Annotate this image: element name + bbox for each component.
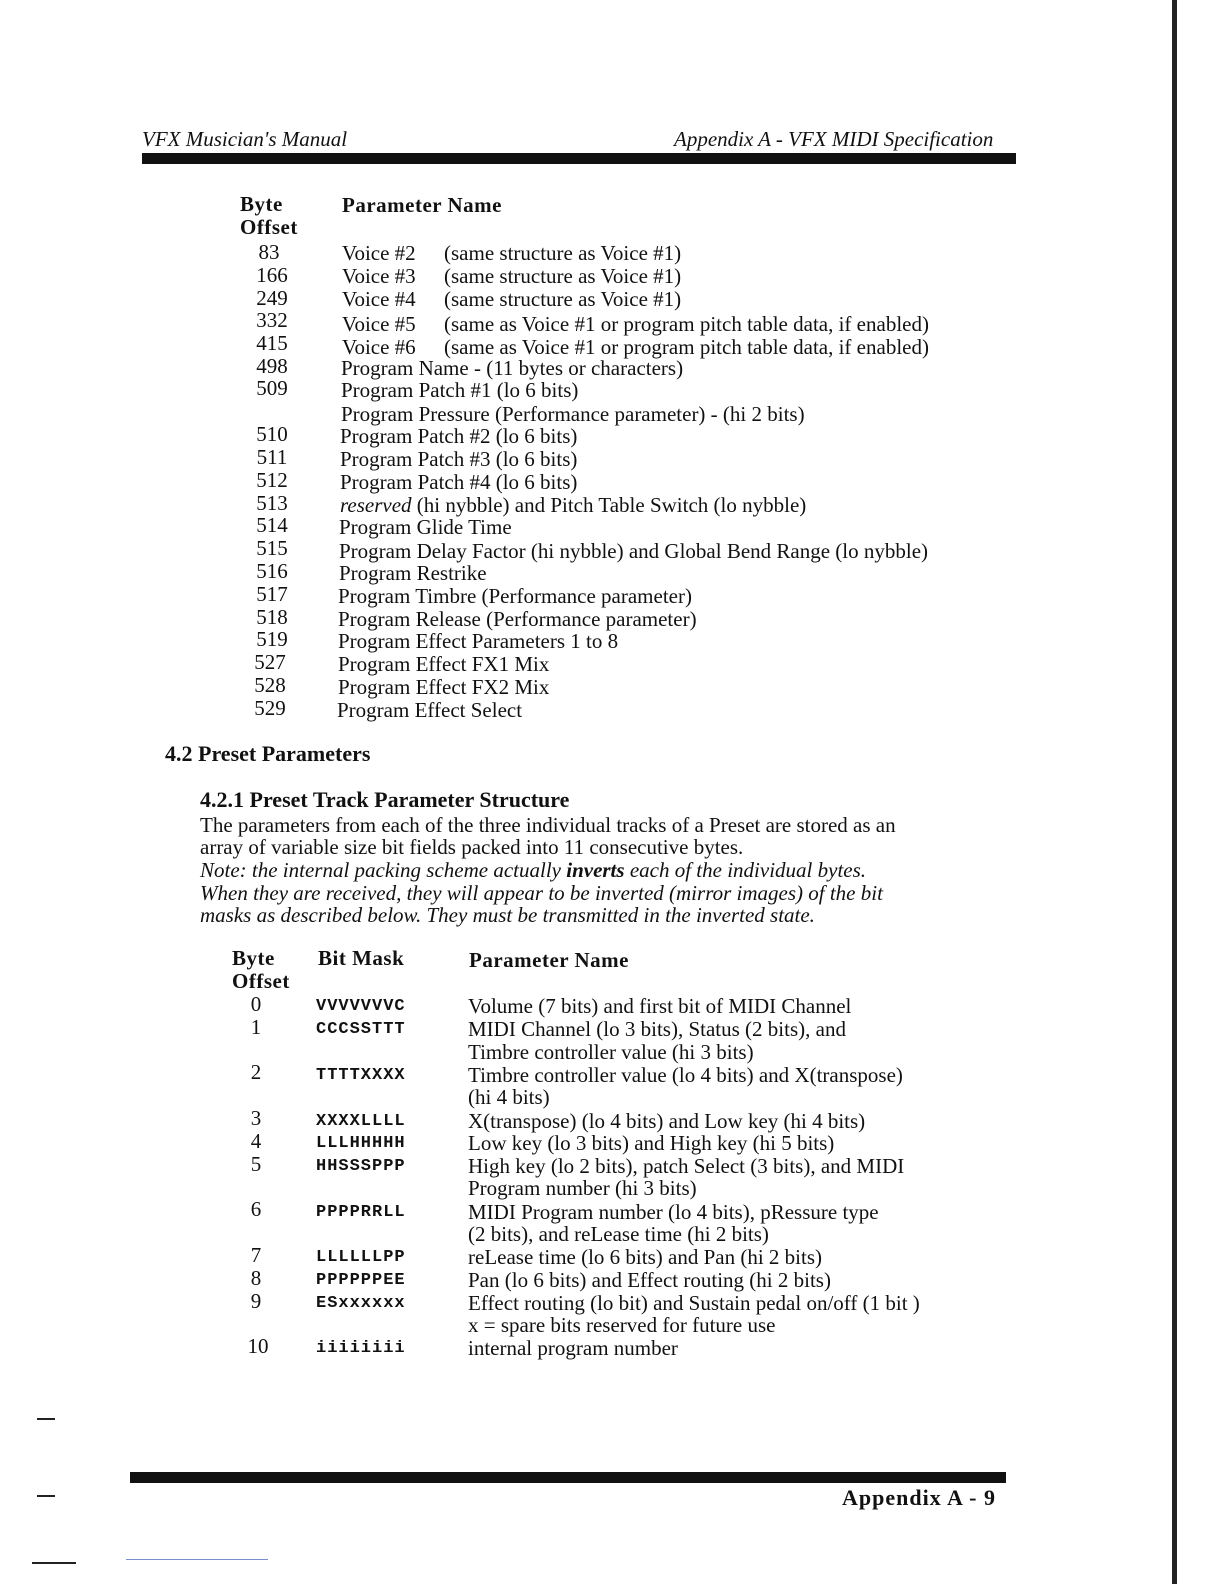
running-header-left: VFX Musician's Manual [142, 127, 348, 151]
table1-row-name: Program Pressure (Performance parameter) - (hi 2 bits) [341, 402, 805, 426]
note-line: masks as described below. They must be transmitted in the inverted state. [200, 903, 815, 927]
table1-row-name: Program Effect Parameters 1 to 8 [338, 629, 619, 653]
table1-row [342, 336, 929, 358]
voice-label: Voice #4 [342, 287, 416, 311]
table2-name-line: High key (lo 2 bits), patch Select (3 bits), and MIDI [468, 1154, 905, 1178]
table1-offset: 512 [256, 468, 288, 492]
note-emphasis: inverts [566, 858, 625, 882]
reserved-label: reserved [340, 493, 412, 517]
voice-desc: (same as Voice #1 or program pitch table data, if enabled) [444, 312, 929, 336]
voice-label: Voice #3 [342, 264, 416, 288]
bit-mask: TTTTXXXX [316, 1066, 406, 1085]
table1-row-name: Program Release (Performance parameter) [338, 607, 697, 631]
running-header-right: Appendix A - VFX MIDI Specification [674, 127, 994, 151]
table1-offset: 415 [256, 331, 288, 355]
table1-offset: 519 [256, 627, 288, 651]
intro-line: The parameters from each of the three individual tracks of a Preset are stored as an [200, 813, 896, 837]
table2-offset: 7 [250, 1243, 262, 1267]
table2-name-line: X(transpose) (lo 4 bits) and Low key (hi 4 bits) [468, 1109, 866, 1133]
table2-name-line: MIDI Program number (lo 4 bits), pRessure type [468, 1200, 879, 1224]
row-rest: (hi nybble) and Pitch Table Switch (lo nybble) [411, 493, 807, 517]
table2-col-offset: Offset [232, 969, 290, 993]
table2-name-line: reLease time (lo 6 bits) and Pan (hi 2 bits) [468, 1245, 822, 1269]
table2-name-line: Effect routing (lo bit) and Sustain pedal on/off (1 bit ) [468, 1291, 920, 1315]
table1-offset: 498 [256, 354, 288, 378]
voice-label: Voice #6 [342, 335, 416, 359]
table2-name-line: internal program number [468, 1336, 678, 1360]
voice-desc: (same as Voice #1 or program pitch table data, if enabled) [444, 335, 929, 359]
table2-name-line: Timbre controller value (lo 4 bits) and X(transpose) [468, 1063, 903, 1087]
table2-offset: 6 [250, 1197, 262, 1221]
table1-row-name: Program Effect Select [337, 698, 523, 722]
table2-col-mask: Bit Mask [318, 946, 405, 970]
table1-col-name: Parameter Name [342, 193, 502, 217]
table2-name-line: (hi 4 bits) [468, 1085, 550, 1109]
bit-mask: VVVVVVVC [316, 997, 406, 1016]
table1-offset: 528 [254, 673, 286, 697]
page-footer: Appendix A - 9 [842, 1485, 996, 1510]
table1-offset: 516 [256, 559, 288, 583]
table2-name-line: Program number (hi 3 bits) [468, 1176, 697, 1200]
table1-row-name: Program Patch #3 (lo 6 bits) [340, 447, 578, 471]
table1-row-name: Program Effect FX1 Mix [338, 652, 550, 676]
table1-offset: 511 [256, 445, 288, 469]
table2-name-line: MIDI Channel (lo 3 bits), Status (2 bits), and [468, 1017, 846, 1041]
table2-name-line: x = spare bits reserved for future use [468, 1313, 776, 1337]
table2-offset: 4 [250, 1129, 262, 1153]
voice-desc: (same structure as Voice #1) [444, 287, 682, 311]
table1-row-name: Program Glide Time [339, 515, 512, 539]
table1-row [342, 313, 929, 335]
table1-row-name: Program Timbre (Performance parameter) [338, 584, 692, 608]
bit-mask: HHSSSPPP [316, 1157, 406, 1176]
note-text: each of the individual bytes. [624, 858, 867, 882]
margin-mark [37, 1495, 55, 1497]
table1-row [342, 265, 681, 287]
intro-line: array of variable size bit fields packed into 11 consecutive bytes. [200, 835, 744, 859]
footer-rule [130, 1472, 1006, 1483]
table2-name-line: Timbre controller value (hi 3 bits) [468, 1040, 754, 1064]
bit-mask: XXXXLLLL [316, 1112, 406, 1131]
section-heading-4-2: 4.2 Preset Parameters [165, 741, 371, 766]
table1-offset: 332 [256, 308, 288, 332]
bit-mask: PPPPRRLL [316, 1203, 406, 1222]
bit-mask: PPPPPPEE [316, 1271, 406, 1290]
table1-col-offset: Offset [240, 215, 298, 239]
table2-col-name: Parameter Name [469, 948, 629, 972]
table2-name-line: Low key (lo 3 bits) and High key (hi 5 bits) [468, 1131, 835, 1155]
table1-offset: 166 [256, 263, 288, 287]
table1-offset: 514 [256, 513, 288, 537]
table2-offset: 9 [250, 1289, 262, 1313]
bit-mask: ESxxxxxx [316, 1294, 406, 1313]
table1-row-name: Program Patch #1 (lo 6 bits) [341, 378, 579, 402]
table2-name-line: (2 bits), and reLease time (hi 2 bits) [468, 1222, 769, 1246]
table2-offset: 8 [250, 1266, 262, 1290]
table2-offset: 5 [250, 1152, 262, 1176]
section-heading-4-2-1: 4.2.1 Preset Track Parameter Structure [200, 787, 570, 812]
voice-label: Voice #5 [342, 312, 416, 336]
table1-row-name: Program Delay Factor (hi nybble) and Global Bend Range (lo nybble) [339, 539, 929, 563]
table2-offset: 0 [250, 992, 262, 1016]
table2-offset: 10 [247, 1334, 269, 1358]
table1-offset: 515 [256, 536, 288, 560]
table2-name-line: Pan (lo 6 bits) and Effect routing (hi 2 bits) [468, 1268, 831, 1292]
table1-offset: 509 [256, 376, 288, 400]
note-line [200, 859, 866, 881]
table1-row [340, 494, 806, 516]
note-text: Note: the internal packing scheme actually [200, 858, 567, 882]
table1-row [342, 288, 681, 310]
table1-offset: 518 [256, 605, 288, 629]
page-edge-line [1172, 0, 1177, 1584]
table1-row-name: Program Restrike [339, 561, 487, 585]
table1-offset: 513 [256, 491, 288, 515]
note-line: When they are received, they will appear to be inverted (mirror images) of the bit [200, 881, 883, 905]
header-rule [142, 153, 1016, 164]
bit-mask: LLLLLLPP [316, 1248, 406, 1267]
table2-name-line: Volume (7 bits) and first bit of MIDI Channel [468, 994, 852, 1018]
table1-offset: 249 [256, 286, 288, 310]
table1-row-name: Program Patch #2 (lo 6 bits) [340, 424, 578, 448]
table2-offset: 1 [250, 1015, 262, 1039]
voice-desc: (same structure as Voice #1) [444, 264, 682, 288]
bit-mask: CCCSSTTT [316, 1020, 406, 1039]
bit-mask: LLLHHHHH [316, 1134, 406, 1153]
table1-row [342, 242, 681, 264]
margin-mark [32, 1562, 76, 1564]
table1-col-byte: Byte [240, 192, 283, 216]
table1-offset: 517 [256, 582, 288, 606]
bit-mask: iiiiiiii [316, 1339, 406, 1358]
table1-offset: 527 [254, 650, 286, 674]
table1-row-name: Program Effect FX2 Mix [338, 675, 550, 699]
margin-mark [37, 1418, 55, 1420]
table1-offset: 510 [256, 422, 288, 446]
table2-offset: 3 [250, 1106, 262, 1130]
voice-desc: (same structure as Voice #1) [444, 241, 682, 265]
table2-col-byte: Byte [232, 946, 275, 970]
table1-row-name: Program Patch #4 (lo 6 bits) [340, 470, 578, 494]
table1-offset: 529 [254, 696, 286, 720]
voice-label: Voice #2 [342, 241, 416, 265]
table1-row-name: Program Name - (11 bytes or characters) [341, 356, 684, 380]
table2-offset: 2 [250, 1060, 262, 1084]
table1-offset: 83 [258, 240, 280, 264]
scan-blue-line [126, 1559, 268, 1560]
